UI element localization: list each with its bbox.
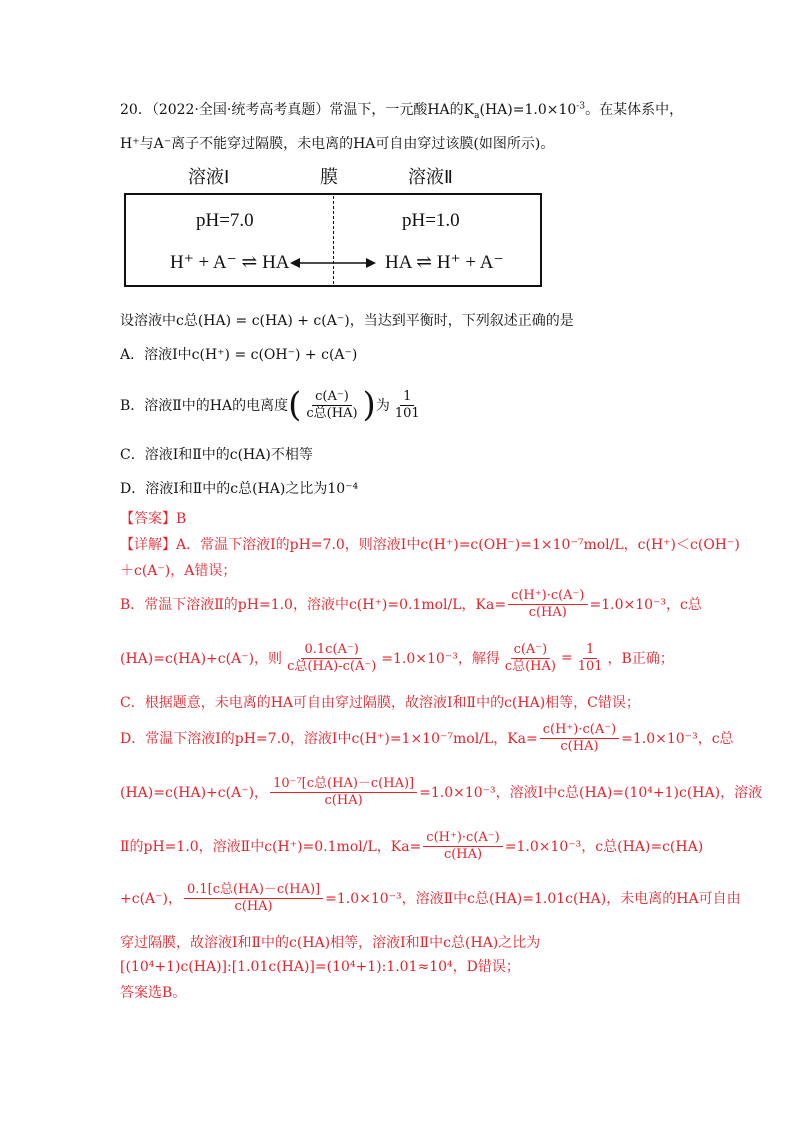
explain-b-line-1: B．常温下溶液Ⅱ的pH=1.0，溶液中c(H⁺)=0.1mol/L，Ka= $\frac{c(H^+)\cdot c(A^-)}{c(HA)}$ =1.0×10⁻³，c总 bbox=[120, 587, 702, 620]
explain-a-line-2: ＋c(A⁻)，A错误； bbox=[120, 563, 237, 579]
explain-d-line-1: D．常温下溶液Ⅰ的pH=7.0，溶液Ⅰ中c(H⁺)=1×10⁻⁷mol/L，Ka= $\frac{c(H^+)\cdot c(A^-)}{c(HA)}$ =1.0×10⁻³，c总 bbox=[120, 721, 734, 754]
membrane-line bbox=[333, 196, 334, 284]
explain-d-line-6: [(10⁴+1)c(HA)]:[1.01c(HA)]=(10⁴+1):1.01≈10⁴，D错误； bbox=[120, 959, 520, 975]
option-b: B．溶液Ⅱ中的HA的电离度 ( $\frac{c(A^-)}{\text{c总(HA)}}$ ) 为 $\frac{1}{101}$ bbox=[120, 385, 420, 425]
solution-2-title: 溶液Ⅱ bbox=[408, 167, 453, 188]
explain-a-line-1: 【详解】A．常温下溶液Ⅰ的pH=7.0，则溶液Ⅰ中c(H⁺)=c(OH⁻)=1×10⁻⁷mol/L，c(H⁺)＜c(OH⁻) bbox=[120, 537, 740, 553]
explain-d-line-3: Ⅱ的pH=1.0，溶液Ⅱ中c(H⁺)=0.1mol/L，Ka= $\frac{c(H^+)\cdot c(A^-)}{c(HA)}$ =1.0×10⁻³，c总(HA)=c(HA) bbox=[120, 829, 704, 862]
equilibrium-left: H⁺ + A⁻ ⇌ HA bbox=[170, 252, 290, 273]
explain-d-line-5: 穿过隔膜，故溶液Ⅰ和Ⅱ中的c(HA)相等，溶液Ⅰ和Ⅱ中c总(HA)之比为 bbox=[120, 935, 541, 951]
setup-text: 设溶液中c总(HA) = c(HA) + c(A⁻)，当达到平衡时，下列叙述正确的是 bbox=[120, 313, 574, 329]
question-line-1: 20．（2022·全国·统考高考真题）常温下，一元酸HA的$K_a(HA)=1.0\times 10^{-3}$。在某体系中， bbox=[120, 101, 684, 121]
explain-d-line-4: +c(A⁻)， $\frac{\text{0.1[c总(HA)－c(HA)]}}{c(HA)}$ =1.0×10⁻³，溶液Ⅱ中c总(HA)=1.01c(HA)，未电离的HA可自由 bbox=[120, 881, 741, 914]
final-answer: 答案选B。 bbox=[120, 985, 187, 1001]
option-a: A．溶液Ⅰ中c(H⁺) = c(OH⁻) + c(A⁻) bbox=[120, 347, 358, 363]
ph-right: pH=1.0 bbox=[402, 210, 460, 231]
double-arrow-icon bbox=[290, 256, 376, 270]
equilibrium-right: HA ⇌ H⁺ + A⁻ bbox=[385, 252, 504, 273]
question-line-2: H⁺与A⁻离子不能穿过隔膜，未电离的HA可自由穿过该膜(如图所示)。 bbox=[120, 136, 555, 152]
answer-label: 【答案】B bbox=[120, 511, 187, 527]
option-c: C．溶液Ⅰ和Ⅱ中的c(HA)不相等 bbox=[120, 447, 313, 463]
membrane-title: 膜 bbox=[320, 167, 338, 188]
explain-c: C．根据题意，未电离的HA可自由穿过隔膜，故溶液Ⅰ和Ⅱ中的c(HA)相等，C错误； bbox=[120, 695, 640, 711]
explain-b-line-2: (HA)=c(HA)+c(A⁻)，则 $\frac{0.1c(A^-)}{\text{c总(HA)-c(A⁻)}}$ =1.0×10⁻³，解得 $\frac{c(A^-)}{\text{c总(HA)}}$ = $\frac{1}{101}$ ，B正确； bbox=[120, 641, 674, 674]
explain-d-line-2: (HA)=c(HA)+c(A⁻)， $\frac{\text{10⁻⁷[c总(HA)－c(HA)]}}{c(HA)}$ =1.0×10⁻³，溶液Ⅰ中c总(HA)=(10⁴+1)c(HA)，溶液 bbox=[120, 775, 763, 808]
ph-left: pH=7.0 bbox=[196, 210, 254, 231]
solution-1-title: 溶液Ⅰ bbox=[188, 167, 230, 188]
option-d: D．溶液Ⅰ和Ⅱ中的c总(HA)之比为10⁻⁴ bbox=[120, 481, 359, 497]
